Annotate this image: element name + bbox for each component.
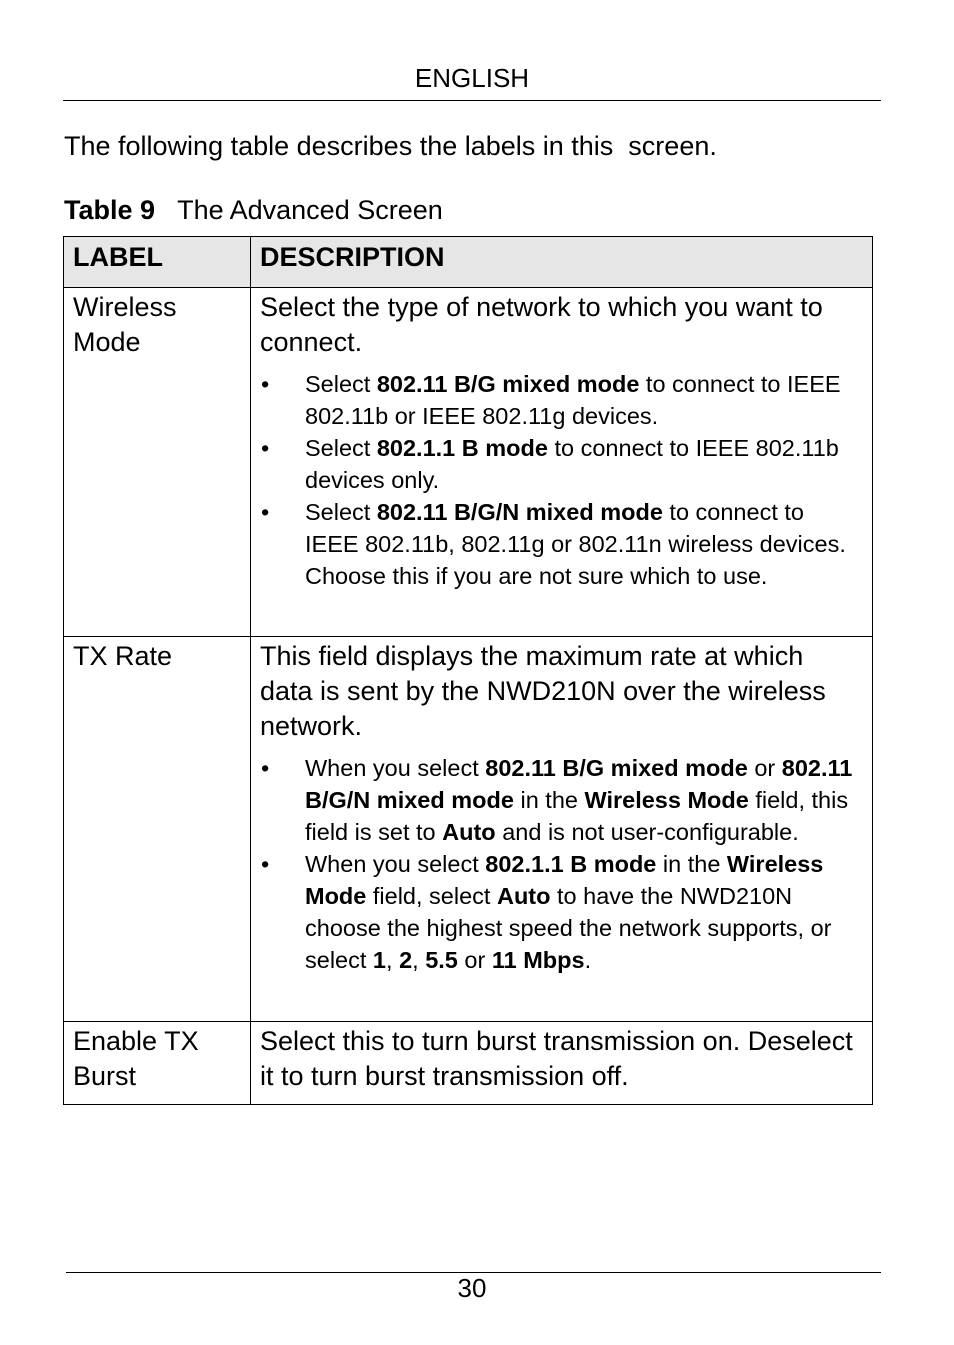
intro-paragraph: The following table describes the labels in this screen. bbox=[64, 131, 717, 161]
bullet-text: When you select bbox=[305, 851, 486, 877]
table-row bbox=[64, 1022, 873, 1105]
bold-term: 802.1.1 B mode bbox=[485, 851, 657, 877]
bullet-text: Select bbox=[305, 371, 377, 397]
bullet-text: or bbox=[457, 947, 492, 973]
bullet-text: , bbox=[412, 947, 426, 973]
bullet-text: in the bbox=[513, 787, 585, 813]
bold-term: Auto bbox=[496, 883, 551, 909]
column-header-description: DESCRIPTION bbox=[251, 237, 873, 288]
bold-term: 11 Mbps bbox=[491, 947, 585, 973]
bullet-marker: • bbox=[261, 851, 270, 877]
bullet-text: to have the NWD210N choose the highest speed the network supports, or select bbox=[305, 883, 832, 973]
row-label: TX Rate bbox=[64, 637, 251, 1022]
bullet-text: or bbox=[747, 755, 782, 781]
bullet-marker: • bbox=[261, 499, 270, 525]
page-number: 30 bbox=[457, 1273, 487, 1303]
table-caption-title: The Advanced Screen bbox=[177, 195, 443, 225]
bold-term: 2 bbox=[399, 947, 413, 973]
bullet-item bbox=[260, 496, 862, 592]
bullet-item bbox=[260, 752, 862, 848]
bold-term: Auto bbox=[442, 819, 496, 845]
bold-term: Wireless Mode bbox=[305, 851, 824, 909]
row-description-cell bbox=[251, 288, 873, 637]
page-header-language: ENGLISH bbox=[414, 63, 530, 93]
bullet-text: Select bbox=[305, 435, 377, 461]
bullet-item bbox=[260, 848, 862, 976]
bullet-text: to connect to IEEE 802.11b, 802.11g or 802.11n wireless devices. Choose this if you are not sure which to use. bbox=[305, 499, 846, 589]
bullet-marker: • bbox=[261, 435, 270, 461]
bold-term: 5.5 bbox=[425, 947, 458, 973]
bullet-marker: • bbox=[261, 755, 270, 781]
bold-term: 1 bbox=[372, 947, 386, 973]
bullet-text: , bbox=[386, 947, 400, 973]
bullet-item bbox=[260, 432, 862, 496]
bullet-marker: • bbox=[261, 371, 270, 397]
row-description: Select the type of network to which you want to connect. bbox=[260, 292, 823, 357]
table-caption bbox=[64, 192, 443, 228]
bold-term: 802.11 B/G mixed mode bbox=[485, 755, 748, 781]
bullet-text: Select bbox=[305, 499, 377, 525]
bullet-list bbox=[260, 368, 862, 592]
row-description: This field displays the maximum rate at which data is sent by the NWD210N over the wireless network. bbox=[260, 641, 826, 741]
bullet-item bbox=[260, 368, 862, 432]
bullet-text: When you select bbox=[305, 755, 486, 781]
bullet-text: field, select bbox=[366, 883, 497, 909]
table-row bbox=[64, 288, 873, 637]
bullet-text: to connect to IEEE 802.11b or IEEE 802.11g devices. bbox=[305, 371, 841, 429]
bullet-text: field, this field is set to bbox=[305, 787, 849, 845]
labels-table bbox=[63, 236, 873, 1105]
row-label: Enable TX Burst bbox=[64, 1022, 251, 1105]
table-header-row bbox=[64, 237, 873, 288]
row-description: Select this to turn burst transmission on. Deselect it to turn burst transmission off. bbox=[260, 1026, 853, 1091]
row-label: Wireless Mode bbox=[64, 288, 251, 637]
bold-term: 802.11 B/G/N mixed mode bbox=[376, 499, 663, 525]
bullet-text: to connect to IEEE 802.11b devices only. bbox=[305, 435, 839, 493]
bullet-text: and is not user-configurable. bbox=[495, 819, 799, 845]
row-description-cell bbox=[251, 637, 873, 1022]
bullet-text: in the bbox=[656, 851, 727, 877]
bold-term: Wireless Mode bbox=[584, 787, 749, 813]
row-description-cell bbox=[251, 1022, 873, 1105]
bold-term: 802.11 B/G/N mixed mode bbox=[305, 755, 853, 813]
table-row bbox=[64, 637, 873, 1022]
column-header-label: LABEL bbox=[64, 237, 251, 288]
bullet-list bbox=[260, 752, 862, 976]
bullet-text: . bbox=[584, 947, 592, 973]
bold-term: 802.1.1 B mode bbox=[376, 435, 548, 461]
bold-term: 802.11 B/G mixed mode bbox=[376, 371, 640, 397]
table-caption-number: Table 9 bbox=[64, 195, 156, 225]
header-divider bbox=[63, 100, 881, 101]
